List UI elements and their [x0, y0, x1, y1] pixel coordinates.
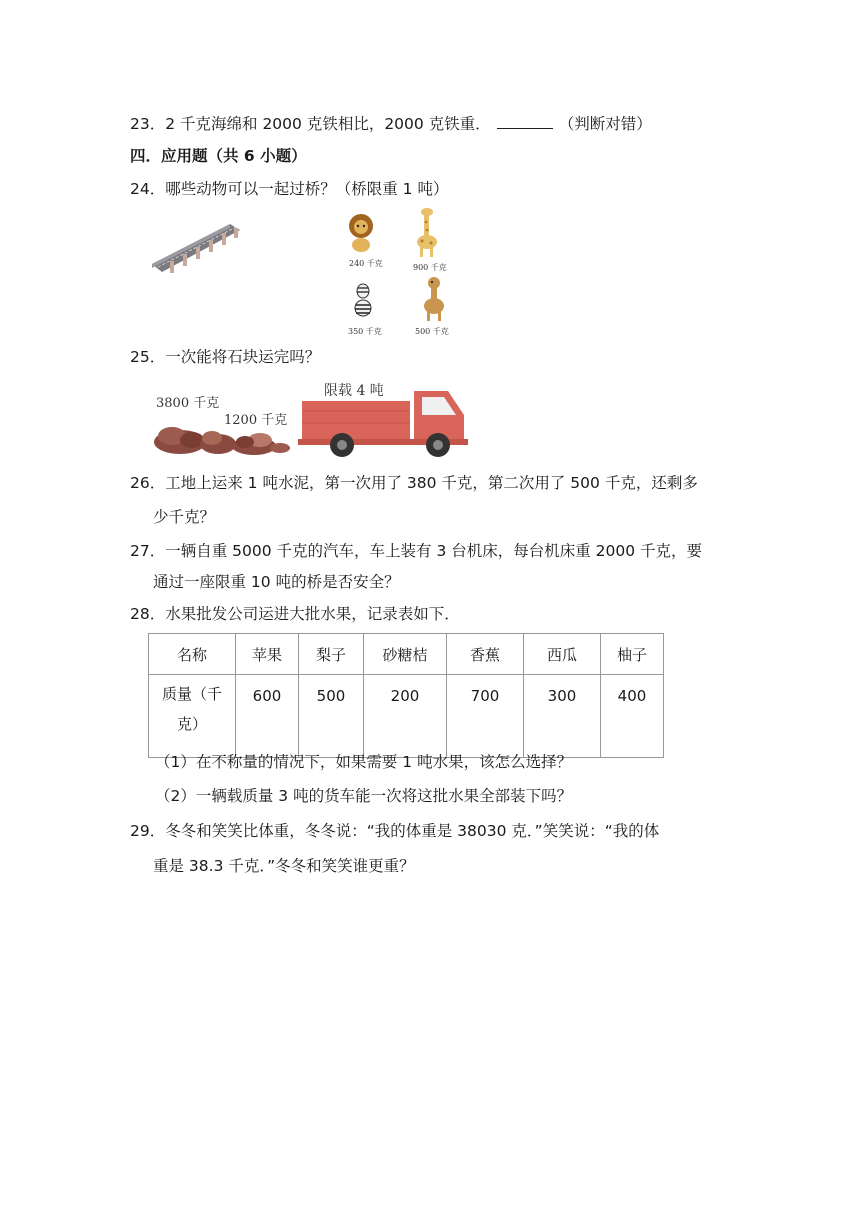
- giraffe-icon: [412, 206, 440, 258]
- question-23-text: 23．2 千克海绵和 2000 克铁相比，2000 克铁重．: [130, 115, 491, 133]
- table-row-label: [149, 675, 236, 758]
- question-28-sub1: （1）在不称量的情况下，如果需要 1 吨水果，该怎么选择？: [155, 753, 573, 771]
- table-header-row: [149, 634, 664, 675]
- lion-icon: [346, 212, 376, 254]
- table-header-cell: 西瓜: [524, 634, 601, 675]
- question-27-line1: 27．一辆自重 5000 千克的汽车，车上装有 3 台机床，每台机床重 2000 千克，要: [130, 542, 703, 560]
- stone-weight-2: 1200 千克: [224, 413, 288, 428]
- zebra-icon: [352, 283, 374, 323]
- question-23: [130, 112, 652, 134]
- camel-weight: 500 千克: [415, 327, 449, 336]
- truck-icon: [298, 385, 470, 461]
- table-cell: 300: [524, 675, 601, 758]
- table-row: [149, 675, 664, 758]
- table-cell: 600: [236, 675, 299, 758]
- question-28-sub2: （2）一辆载质量 3 吨的货车能一次将这批水果全部装下吗？: [155, 787, 573, 805]
- table-header-cell: 梨子: [299, 634, 364, 675]
- question-29-line2: 重是 38.3 千克．”冬冬和笑笑谁更重？: [153, 857, 415, 875]
- question-28-text: 28．水果批发公司运进大批水果，记录表如下．: [130, 605, 460, 623]
- truck-limit-label: 限载 4 吨: [324, 383, 384, 399]
- row-label-text: 质量（千克）: [161, 685, 222, 733]
- stone-weight-1: 3800 千克: [156, 396, 220, 411]
- table-header-cell: 香蕉: [447, 634, 524, 675]
- table-cell: 500: [299, 675, 364, 758]
- table-header-cell: 砂糖桔: [364, 634, 447, 675]
- question-26-line1: 26．工地上运来 1 吨水泥，第一次用了 380 千克，第二次用了 500 千克，还剩多: [130, 474, 698, 492]
- section-title: 四．应用题（共 6 小题）: [130, 147, 307, 165]
- zebra-weight: 350 千克: [348, 327, 382, 336]
- fruit-table: [148, 633, 664, 758]
- table-cell: 200: [364, 675, 447, 758]
- table-cell: 700: [447, 675, 524, 758]
- table-header-cell: 名称: [149, 634, 236, 675]
- question-26-line2: 少千克？: [153, 508, 216, 526]
- question-25-text: 25．一次能将石块运完吗？: [130, 348, 321, 366]
- lion-weight: 240 千克: [349, 259, 383, 268]
- question-24-text: 24．哪些动物可以一起过桥？（桥限重 1 吨）: [130, 180, 449, 198]
- question-23-suffix: （判断对错）: [558, 115, 652, 133]
- bridge-icon: [150, 212, 242, 292]
- answer-blank[interactable]: [497, 112, 553, 129]
- table-cell: 400: [601, 675, 664, 758]
- giraffe-weight: 900 千克: [413, 263, 447, 272]
- camel-icon: [420, 276, 448, 322]
- table-header-cell: 苹果: [236, 634, 299, 675]
- question-27-line2: 通过一座限重 10 吨的桥是否安全？: [153, 573, 400, 591]
- question-29-line1: 29．冬冬和笑笑比体重，冬冬说：“我的体重是 38030 克．”笑笑说：“我的体: [130, 822, 660, 840]
- table-header-cell: 柚子: [601, 634, 664, 675]
